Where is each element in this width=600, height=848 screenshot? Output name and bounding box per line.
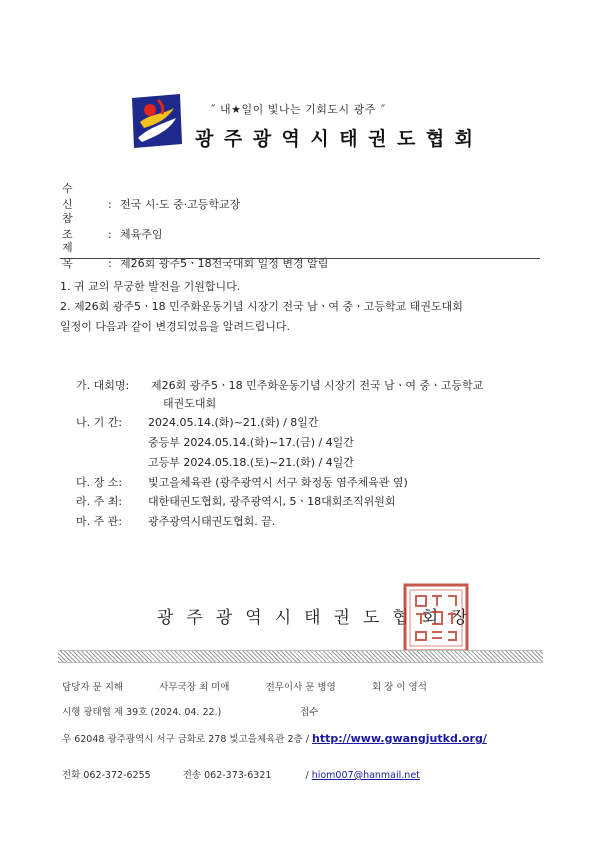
item-e-value: 광주광역시태권도협회. 끝. bbox=[148, 515, 276, 528]
paragraph-2-line-2: 일정이 다음과 같이 변경되었음을 알려드립니다. bbox=[60, 320, 291, 333]
subject-value: 제26회 광주5ㆍ18전국대회 일정 변경 알림 bbox=[120, 257, 329, 270]
item-d-value: 대한태권도협회, 광주광역시, 5ㆍ18대회조직위원회 bbox=[148, 495, 396, 508]
item-b-label: 나. 기 간: bbox=[76, 416, 123, 429]
item-b-value-3: 고등부 2024.05.18.(토)~21.(화) / 4일간 bbox=[148, 456, 354, 469]
recipient-label: 수 신 bbox=[62, 182, 85, 211]
item-b-value-2: 중등부 2024.05.14.(화)~17.(금) / 4일간 bbox=[148, 436, 354, 449]
email-separator: / bbox=[305, 770, 309, 781]
item-b-value-1: 2024.05.14.(화)~21.(화) / 8일간 bbox=[148, 416, 319, 429]
slogan: ˝ 내★일이 빛나는 기회도시 광주 ˝ bbox=[210, 103, 386, 116]
footer-divider bbox=[58, 650, 543, 663]
signature-title: 광주광역시태권도협회장 bbox=[157, 608, 481, 628]
official-seal-icon bbox=[402, 582, 470, 654]
recipient-value: 전국 시·도 중·고등학교장 bbox=[120, 198, 241, 211]
item-e-label: 마. 주 관: bbox=[76, 515, 123, 528]
reference-value: 체육주임 bbox=[120, 228, 163, 241]
reference-label: 참 조 bbox=[62, 212, 85, 241]
staff-3-name: 문 병영 bbox=[305, 682, 336, 693]
subject-label: 제 목 bbox=[62, 241, 85, 270]
item-c-value: 빛고을체육관 (광주광역시 서구 화정동 염주체육관 옆) bbox=[148, 476, 408, 489]
staff-4-name: 이 영석 bbox=[396, 682, 427, 693]
receipt-label: 접수 bbox=[300, 707, 319, 718]
doc-number: 시행 광태협 제 39호 (2024. 04. 22.) bbox=[62, 707, 222, 718]
website-link[interactable]: http://www.gwangjutkd.org/ bbox=[311, 732, 487, 745]
paragraph-1: 1. 귀 교의 무궁한 발전을 기원합니다. bbox=[60, 280, 241, 293]
phone: 전화 062-372-6255 bbox=[62, 770, 151, 781]
item-d-label: 라. 주 최: bbox=[76, 495, 123, 508]
item-a-label: 가. 대회명: bbox=[76, 379, 130, 392]
item-c-label: 다. 장 소: bbox=[76, 476, 123, 489]
header-rule bbox=[60, 258, 540, 259]
item-a-value-1: 제26회 광주5ㆍ18 민주화운동기념 시장기 전국 남ㆍ여 중ㆍ고등학교 bbox=[151, 379, 484, 392]
staff-row bbox=[62, 679, 427, 693]
email-link[interactable]: hiom007@hanmail.net bbox=[311, 770, 420, 781]
staff-3-role: 전무이사 bbox=[265, 682, 303, 693]
address: 우 62048 광주광역시 서구 금화로 278 빛고을체육관 2층 / bbox=[62, 734, 309, 745]
staff-1-role: 담당자 bbox=[62, 682, 90, 693]
org-title: 광주광역시태권도협회 bbox=[195, 128, 484, 150]
subject-row: 제 목 : 제26회 광주5ㆍ18전국대회 일정 변경 알림 bbox=[62, 241, 329, 270]
staff-2-name: 최 미애 bbox=[198, 682, 230, 693]
contact-row bbox=[62, 767, 420, 781]
address-row bbox=[62, 731, 487, 745]
item-a-value-2: 태권도대회 bbox=[163, 397, 217, 410]
staff-2-role: 사무국장 bbox=[159, 682, 196, 693]
recipient-row: 수 신 : 전국 시·도 중·고등학교장 bbox=[62, 182, 241, 211]
association-logo-icon bbox=[128, 92, 184, 150]
staff-1-name: 문 지해 bbox=[92, 682, 124, 693]
reference-row: 참 조 : 체육주임 bbox=[62, 212, 163, 241]
fax: 전송 062-373-6321 bbox=[182, 770, 272, 781]
staff-4-role: 회 장 bbox=[371, 682, 394, 693]
paragraph-2-line-1: 2. 제26회 광주5ㆍ18 민주화운동기념 시장기 전국 남ㆍ여 중ㆍ고등학교 태권도대회 bbox=[60, 300, 463, 313]
